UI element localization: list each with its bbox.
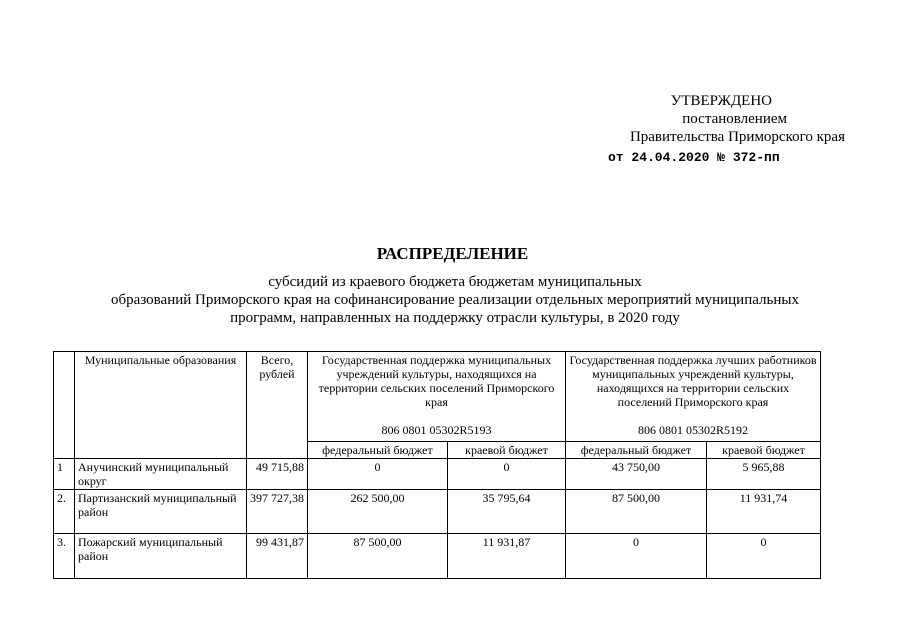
row-g1-federal: 87 500,00 — [308, 534, 448, 579]
header-municipal: Муниципальные образования — [75, 352, 247, 459]
header-group1 — [308, 352, 566, 442]
row-g2-federal: 87 500,00 — [566, 490, 707, 534]
header-group2 — [566, 352, 821, 442]
row-g1-federal: 262 500,00 — [308, 490, 448, 534]
header-group1-code: 806 0801 05302R5193 — [381, 423, 492, 437]
row-number: 1 — [54, 459, 75, 490]
approval-block — [608, 92, 845, 167]
approval-date-number: от 24.04.2020 № 372-пп — [608, 150, 780, 165]
row-number: 2. — [54, 490, 75, 534]
row-g1-federal: 0 — [308, 459, 448, 490]
row-g2-federal: 43 750,00 — [566, 459, 707, 490]
approval-heading: УТВЕРЖДЕНО — [670, 93, 772, 109]
subtitle-line: образований Приморского края на софинансирование реализации отдельных мероприятий муниципальных — [111, 292, 799, 308]
row-number: 3. — [54, 534, 75, 579]
approval-decree-label: постановлением — [682, 111, 787, 127]
header-g1-federal: федеральный бюджет — [308, 442, 448, 459]
row-total: 49 715,88 — [247, 459, 308, 490]
subtitle-line: программ, направленных на поддержку отрасли культуры, в 2020 году — [230, 310, 680, 326]
table-row — [54, 459, 821, 490]
row-municipality: Анучинский муниципальный округ — [75, 459, 247, 490]
document-subtitle — [60, 273, 850, 327]
row-municipality: Партизанский муниципальный район — [75, 490, 247, 534]
document-title: РАСПРЕДЕЛЕНИЕ — [376, 244, 529, 263]
header-group2-title: Государственная поддержка лучших работников муниципальных учреждений культуры, находящихся на территории сельских поселений Приморского края — [569, 353, 817, 409]
row-total: 397 727,38 — [247, 490, 308, 534]
table-row — [54, 490, 821, 534]
header-group2-code: 806 0801 05302R5192 — [637, 423, 748, 437]
header-g2-regional: краевой бюджет — [707, 442, 821, 459]
row-g1-regional: 0 — [448, 459, 566, 490]
row-total: 99 431,87 — [247, 534, 308, 579]
table-row — [54, 534, 821, 579]
subtitle-line: субсидий из краевого бюджета бюджетам муниципальных — [268, 274, 642, 290]
header-row — [54, 352, 821, 442]
header-g1-regional: краевой бюджет — [448, 442, 566, 459]
row-g2-federal: 0 — [566, 534, 707, 579]
header-group1-title: Государственная поддержка муниципальных учреждений культуры, находящихся на территории сельских поселений Приморского края — [318, 353, 555, 409]
row-g2-regional: 0 — [707, 534, 821, 579]
row-g1-regional: 11 931,87 — [448, 534, 566, 579]
row-municipality: Пожарский муниципальный район — [75, 534, 247, 579]
header-number-cell — [54, 352, 75, 459]
row-g2-regional: 11 931,74 — [707, 490, 821, 534]
row-g2-regional: 5 965,88 — [707, 459, 821, 490]
distribution-table — [53, 351, 821, 579]
approval-authority: Правительства Приморского края — [629, 129, 845, 145]
row-g1-regional: 35 795,64 — [448, 490, 566, 534]
header-g2-federal: федеральный бюджет — [566, 442, 707, 459]
header-total: Всего, рублей — [247, 352, 308, 459]
